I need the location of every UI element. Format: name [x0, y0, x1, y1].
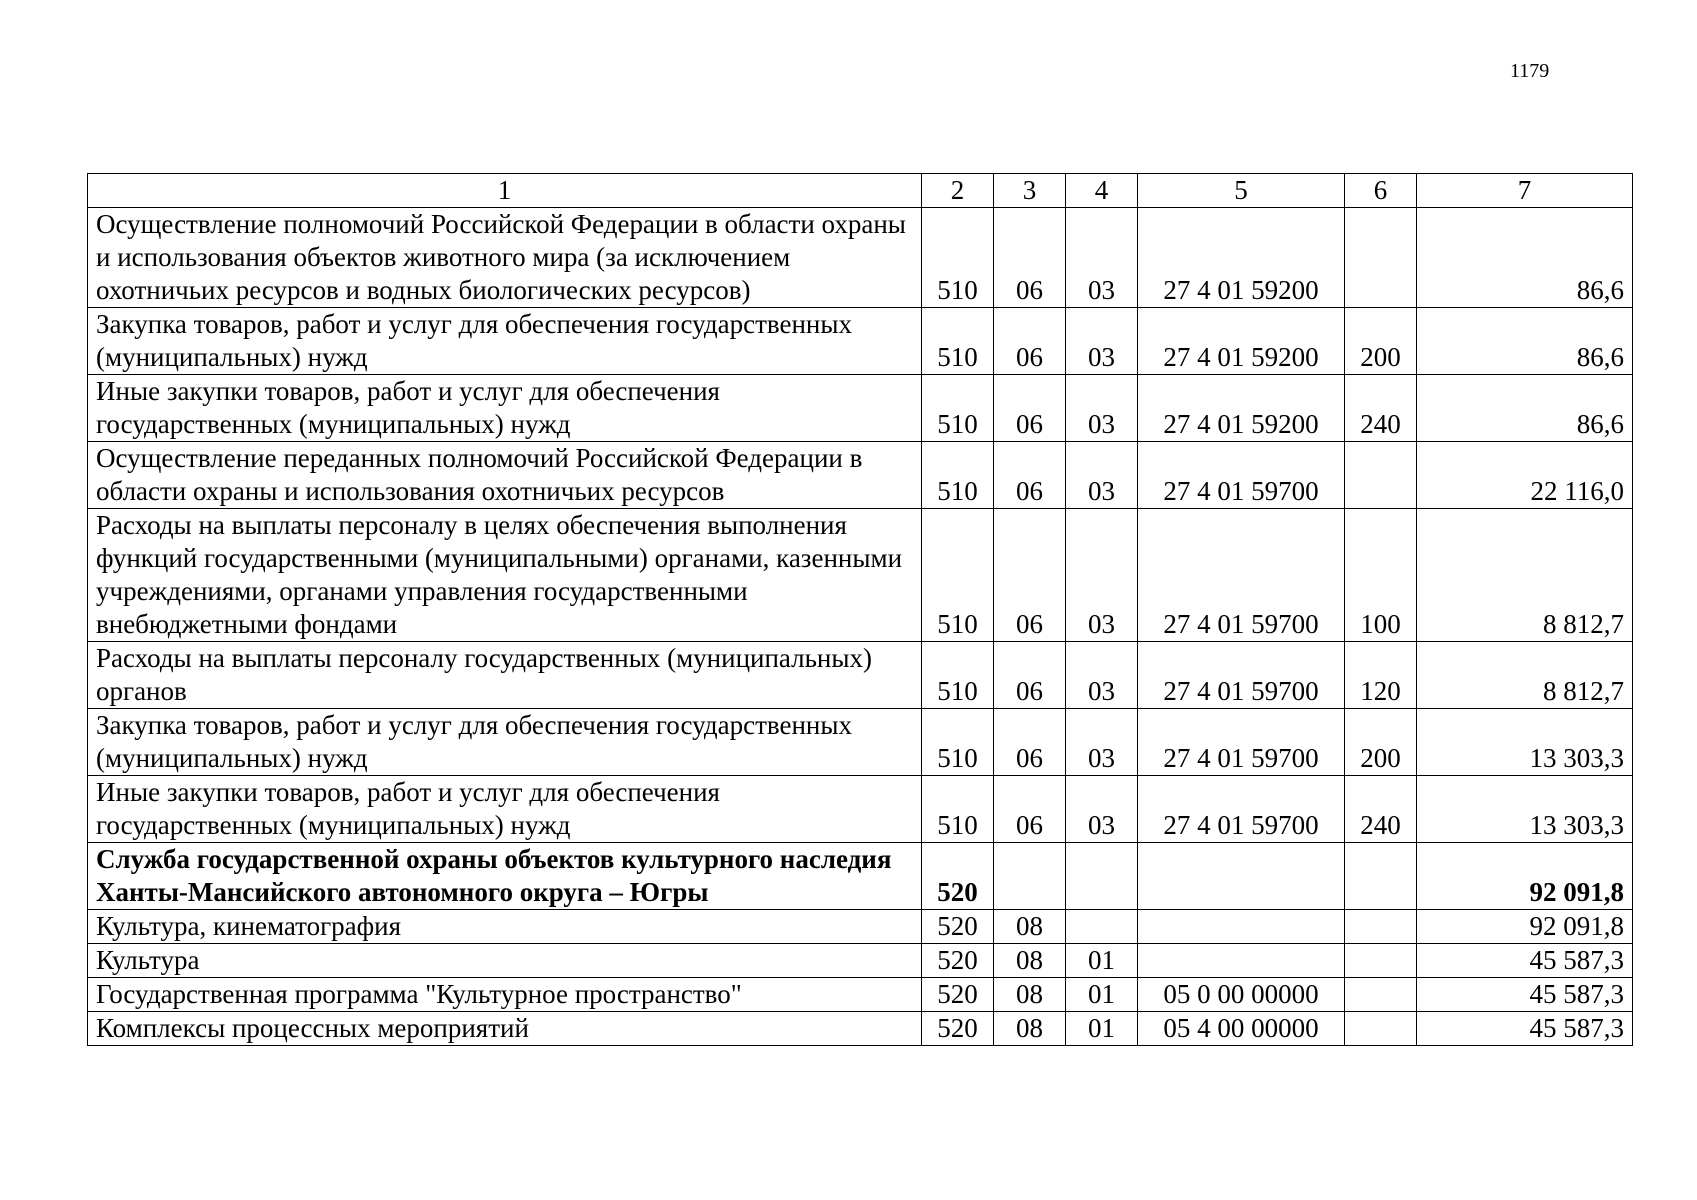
row-code-cell: 510 [922, 442, 994, 509]
row-target-cell: 27 4 01 59200 [1138, 375, 1345, 442]
row-section-cell: 06 [994, 709, 1066, 776]
row-code-cell: 510 [922, 709, 994, 776]
row-amount-cell: 8 812,7 [1417, 642, 1633, 709]
header-cell-1: 1 [88, 174, 922, 208]
table-row [88, 642, 1633, 709]
row-target-cell: 27 4 01 59700 [1138, 509, 1345, 642]
table-row [88, 1012, 1633, 1046]
row-amount-cell: 13 303,3 [1417, 709, 1633, 776]
row-type-cell [1345, 1012, 1417, 1046]
table-body [88, 174, 1633, 1046]
row-target-cell: 05 4 00 00000 [1138, 1012, 1345, 1046]
row-type-cell: 240 [1345, 776, 1417, 843]
row-type-cell [1345, 843, 1417, 910]
row-section-cell: 08 [994, 978, 1066, 1012]
row-amount-cell: 92 091,8 [1417, 843, 1633, 910]
budget-table [87, 173, 1633, 1046]
row-type-cell: 100 [1345, 509, 1417, 642]
row-section-cell: 08 [994, 1012, 1066, 1046]
row-target-cell [1138, 843, 1345, 910]
row-code-cell: 510 [922, 642, 994, 709]
row-name-cell: Закупка товаров, работ и услуг для обеспечения государственных (муниципальных) нужд [88, 709, 922, 776]
table-row [88, 843, 1633, 910]
row-target-cell: 27 4 01 59700 [1138, 709, 1345, 776]
row-name-cell: Иные закупки товаров, работ и услуг для обеспечения государственных (муниципальных) нужд [88, 776, 922, 843]
row-amount-cell: 22 116,0 [1417, 442, 1633, 509]
header-cell-6: 6 [1345, 174, 1417, 208]
row-section-cell: 06 [994, 375, 1066, 442]
row-subsection-cell: 01 [1066, 944, 1138, 978]
row-name-cell: Культура, кинематография [88, 910, 922, 944]
row-amount-cell: 13 303,3 [1417, 776, 1633, 843]
row-amount-cell: 45 587,3 [1417, 944, 1633, 978]
header-cell-4: 4 [1066, 174, 1138, 208]
row-subsection-cell: 03 [1066, 208, 1138, 308]
row-type-cell: 240 [1345, 375, 1417, 442]
row-name-cell: Культура [88, 944, 922, 978]
row-section-cell [994, 843, 1066, 910]
row-amount-cell: 45 587,3 [1417, 978, 1633, 1012]
row-amount-cell: 86,6 [1417, 375, 1633, 442]
row-code-cell: 520 [922, 978, 994, 1012]
row-code-cell: 510 [922, 375, 994, 442]
row-target-cell: 27 4 01 59700 [1138, 642, 1345, 709]
row-amount-cell: 86,6 [1417, 208, 1633, 308]
row-subsection-cell: 03 [1066, 375, 1138, 442]
table-row [88, 509, 1633, 642]
row-name-cell: Государственная программа "Культурное пространство" [88, 978, 922, 1012]
table-row [88, 709, 1633, 776]
row-subsection-cell: 03 [1066, 709, 1138, 776]
table-row [88, 375, 1633, 442]
row-section-cell: 06 [994, 509, 1066, 642]
row-section-cell: 06 [994, 776, 1066, 843]
row-target-cell: 27 4 01 59200 [1138, 308, 1345, 375]
row-subsection-cell: 03 [1066, 776, 1138, 843]
row-code-cell: 520 [922, 1012, 994, 1046]
header-cell-3: 3 [994, 174, 1066, 208]
table-row [88, 442, 1633, 509]
row-code-cell: 520 [922, 910, 994, 944]
row-code-cell: 520 [922, 843, 994, 910]
row-target-cell: 27 4 01 59700 [1138, 776, 1345, 843]
row-amount-cell: 86,6 [1417, 308, 1633, 375]
row-subsection-cell: 01 [1066, 1012, 1138, 1046]
row-name-cell: Иные закупки товаров, работ и услуг для обеспечения государственных (муниципальных) нужд [88, 375, 922, 442]
row-section-cell: 06 [994, 442, 1066, 509]
row-name-cell: Осуществление переданных полномочий Российской Федерации в области охраны и использования охотничьих ресурсов [88, 442, 922, 509]
row-code-cell: 510 [922, 509, 994, 642]
row-subsection-cell: 03 [1066, 642, 1138, 709]
header-cell-2: 2 [922, 174, 994, 208]
row-section-cell: 08 [994, 910, 1066, 944]
row-code-cell: 510 [922, 208, 994, 308]
row-amount-cell: 8 812,7 [1417, 509, 1633, 642]
row-name-cell: Расходы на выплаты персоналу в целях обеспечения выполнения функций государственными (муниципальными) органами, казенными учреждениями, органами управления государственными внебюджетными фондами [88, 509, 922, 642]
row-subsection-cell [1066, 910, 1138, 944]
row-name-cell: Комплексы процессных мероприятий [88, 1012, 922, 1046]
row-type-cell [1345, 978, 1417, 1012]
row-subsection-cell: 01 [1066, 978, 1138, 1012]
row-type-cell: 120 [1345, 642, 1417, 709]
row-subsection-cell [1066, 843, 1138, 910]
row-code-cell: 510 [922, 776, 994, 843]
row-type-cell [1345, 442, 1417, 509]
row-section-cell: 08 [994, 944, 1066, 978]
row-code-cell: 510 [922, 308, 994, 375]
row-subsection-cell: 03 [1066, 509, 1138, 642]
row-code-cell: 520 [922, 944, 994, 978]
row-target-cell: 05 0 00 00000 [1138, 978, 1345, 1012]
row-name-cell: Служба государственной охраны объектов культурного наследия Ханты-Мансийского автономного округа – Югры [88, 843, 922, 910]
header-cell-5: 5 [1138, 174, 1345, 208]
table-row [88, 776, 1633, 843]
row-section-cell: 06 [994, 208, 1066, 308]
row-target-cell: 27 4 01 59700 [1138, 442, 1345, 509]
row-target-cell: 27 4 01 59200 [1138, 208, 1345, 308]
header-row [88, 174, 1633, 208]
row-amount-cell: 92 091,8 [1417, 910, 1633, 944]
row-type-cell [1345, 944, 1417, 978]
row-type-cell [1345, 208, 1417, 308]
table-row [88, 308, 1633, 375]
row-subsection-cell: 03 [1066, 308, 1138, 375]
row-name-cell: Расходы на выплаты персоналу государственных (муниципальных) органов [88, 642, 922, 709]
row-type-cell [1345, 910, 1417, 944]
table-row [88, 208, 1633, 308]
row-target-cell [1138, 910, 1345, 944]
row-section-cell: 06 [994, 642, 1066, 709]
row-name-cell: Осуществление полномочий Российской Федерации в области охраны и использования объектов животного мира (за исключением охотничьих ресурсов и водных биологических ресурсов) [88, 208, 922, 308]
row-subsection-cell: 03 [1066, 442, 1138, 509]
row-type-cell: 200 [1345, 709, 1417, 776]
page-number: 1179 [1510, 60, 1550, 82]
row-section-cell: 06 [994, 308, 1066, 375]
row-name-cell: Закупка товаров, работ и услуг для обеспечения государственных (муниципальных) нужд [88, 308, 922, 375]
header-cell-7: 7 [1417, 174, 1633, 208]
table-row [88, 944, 1633, 978]
table-row [88, 978, 1633, 1012]
row-amount-cell: 45 587,3 [1417, 1012, 1633, 1046]
table-row [88, 910, 1633, 944]
row-target-cell [1138, 944, 1345, 978]
row-type-cell: 200 [1345, 308, 1417, 375]
